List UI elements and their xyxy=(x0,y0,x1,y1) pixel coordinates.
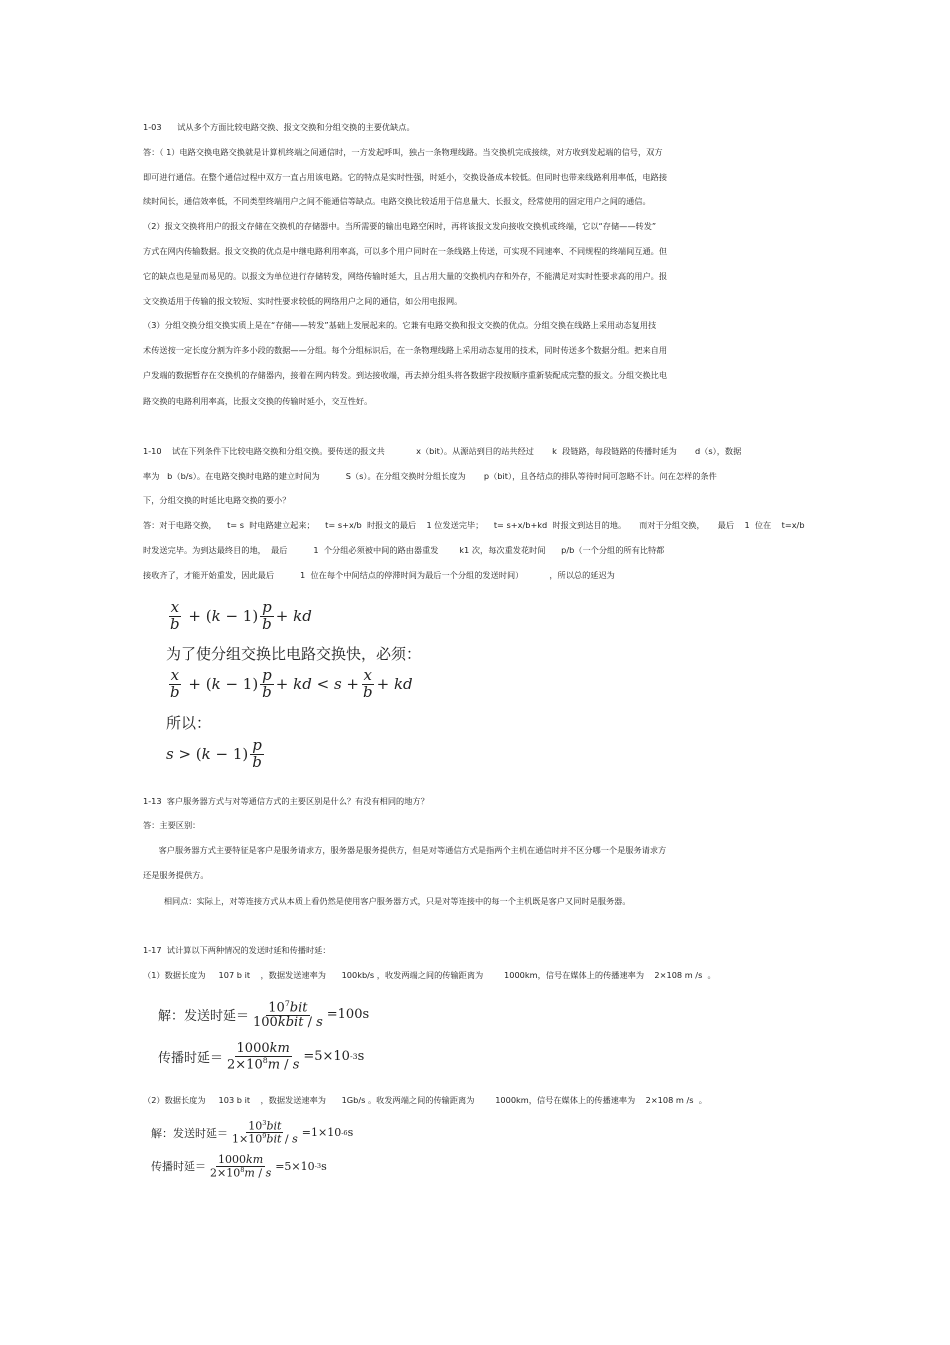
q110-line: 时发送完毕。为到达最终目的地， 最后 1 个分组必须被中间的路由器重发 k1 次，每次重发花时间 p/b（一个分组的所有比特都 xyxy=(143,545,665,555)
q117-title: 1-17 试计算以下两种情况的发送时延和传播时延： xyxy=(143,945,331,955)
q103-line: 术传送按一定长度分割为许多小段的数据——分组。每个分组标识后，在一条物理线路上采用动态复用的技术，同时传送多个数据分组。把来自用 xyxy=(143,345,668,355)
q103-line: 文交换适用于传输的报文较短、实时性要求较低的网络用户之间的通信，如公用电报网。 xyxy=(143,296,463,306)
q103-line: 路交换的电路利用率高，比报文交换的传输时延小，交互性好。 xyxy=(143,396,373,406)
q103-line: 户发端的数据暂存在交换机的存储器内，接着在网内转发。到达接收端，再去掉分组头将各数据字段按顺序重新装配成完整的报文。分组交换比电 xyxy=(143,370,668,380)
q103-line: （3）分组交换分组交换实质上是在“存储——转发”基础上发展起来的。它兼有电路交换和报文交换的优点。分组交换在线路上采用动态复用技 xyxy=(143,320,657,330)
q117-case2: （2）数据长度为 103 b it ，数据发送速率为 1Gb/s 。收发两端之间的传输距离为 1000km，信号在媒体上的传播速率为 2×108 m /s 。 xyxy=(143,1095,707,1105)
result-formula: s > (k − 1) $\frac{p}{b}$ xyxy=(166,736,262,771)
q117-case1: （1）数据长度为 107 b it ，数据发送速率为 100kb/s ，收发两端之间的传输距离为 1000km，信号在媒体上的传播速率为 2×108 m /s 。 xyxy=(143,970,716,980)
q110-line: 1-10 试在下列条件下比较电路交换和分组交换。要传送的报文共 x（bit）。从源站到目的站共经过 k 段链路，每段链路的传播时延为 d（s），数据 xyxy=(143,446,742,456)
case1-send-delay: 解：发送时延＝ $\frac{10^7bit}{\text{100kbit / s}}$ =100s xyxy=(158,999,370,1030)
q103-line: 它的缺点也是显而易见的。以报文为单位进行存储转发，网络传输时延大，且占用大量的交换机内存和外存，不能满足对实时性要求高的用户。报 xyxy=(143,271,668,281)
q113-line: 相同点：实际上，对等连接方式从本质上看仍然是使用客户服务器方式，只是对等连接中的每一个主机既是客户又同时是服务器。 xyxy=(143,896,631,906)
case2-prop-delay: 传播时延＝ $\frac{1000km}{2\times 10^8m / s}$ =5×10 -3 s xyxy=(151,1153,327,1180)
q103-line: 方式在网内传输数据。报文交换的优点是中继电路利用率高，可以多个用户同时在一条线路上传送，可实现不同速率、不同规程的终端间互通。但 xyxy=(143,246,668,256)
q103-line: （2）报文交换将用户的报文存储在交换机的存储器中。当所需要的输出电路空闲时，再将该报文发向接收交换机或终端，它以“存储——转发” xyxy=(143,221,657,231)
q103-line: 即可进行通信。在整个通信过程中双方一直占用该电路。它的特点是实时性强，时延小，交换设备成本较低。但同时也带来线路利用率低，电路接 xyxy=(143,172,668,182)
q110-line: 率为 b（b/s）。在电路交换时电路的建立时间为 S（s）。在分组交换时分组长度为 p（bit），且各结点的排队等待时间可忽略不计。问在怎样的条件 xyxy=(143,471,717,481)
q110-line: 答：对于电路交换， t= s 时电路建立起来； t= s+x/b 时报文的最后 1 位发送完毕； t= s+x/b+kd 时报文到达目的地。 而对于分组交换， 最后 1 位在 t=x/b xyxy=(143,520,805,530)
case1-prop-delay: 传播时延＝ $\frac{1000km}{2\times 10^8m / s}$ =5×10 -3 s xyxy=(158,1041,365,1072)
q103-line: 1-03 试从多个方面比较电路交换、报文交换和分组交换的主要优缺点。 xyxy=(143,122,415,132)
case2-send-delay: 解：发送时延＝ $\frac{10^3bit}{1\times 10^9bit / s}$ =1×10 -6 s xyxy=(151,1119,354,1146)
q113-line: 客户服务器方式主要特征是客户是服务请求方，服务器是服务提供方，但是对等通信方式是指两个主机在通信时并不区分哪一个是服务请求方 xyxy=(143,845,667,855)
q110-line: 接收齐了，才能开始重发，因此最后 1 位在每个中间结点的停滞时间为最后一个分组的发送时间） ，所以总的延迟为 xyxy=(143,570,615,580)
q113-line: 答：主要区别： xyxy=(143,820,201,830)
q113-line: 还是服务提供方。 xyxy=(143,870,209,880)
q103-line: 答：（ 1）电路交换电路交换就是计算机终端之间通信时，一方发起呼叫，独占一条物理线路。当交换机完成接续，对方收到发起端的信号，双方 xyxy=(143,147,663,157)
delay-formula: $\frac{x}{b}$ + (k − 1) $\frac{p}{b}$ + kd xyxy=(170,598,312,633)
q110-line: 下，分组交换的时延比电路交换的要小？ xyxy=(143,495,291,505)
q113-line: 1-13 客户服务器方式与对等通信方式的主要区别是什么？有没有相同的地方？ xyxy=(143,796,429,806)
so-text: 所以： xyxy=(166,714,212,732)
inequality-formula: $\frac{x}{b}$ + (k − 1) $\frac{p}{b}$ + kd < s + $\frac{x}{b}$ + kd xyxy=(170,666,413,701)
q103-line: 续时间长，通信效率低，不同类型终端用户之间不能通信等缺点。电路交换比较适用于信息量大、长报文，经常使用的固定用户之间的通信。 xyxy=(143,196,651,206)
condition-text: 为了使分组交换比电路交换快，必须： xyxy=(166,645,422,663)
